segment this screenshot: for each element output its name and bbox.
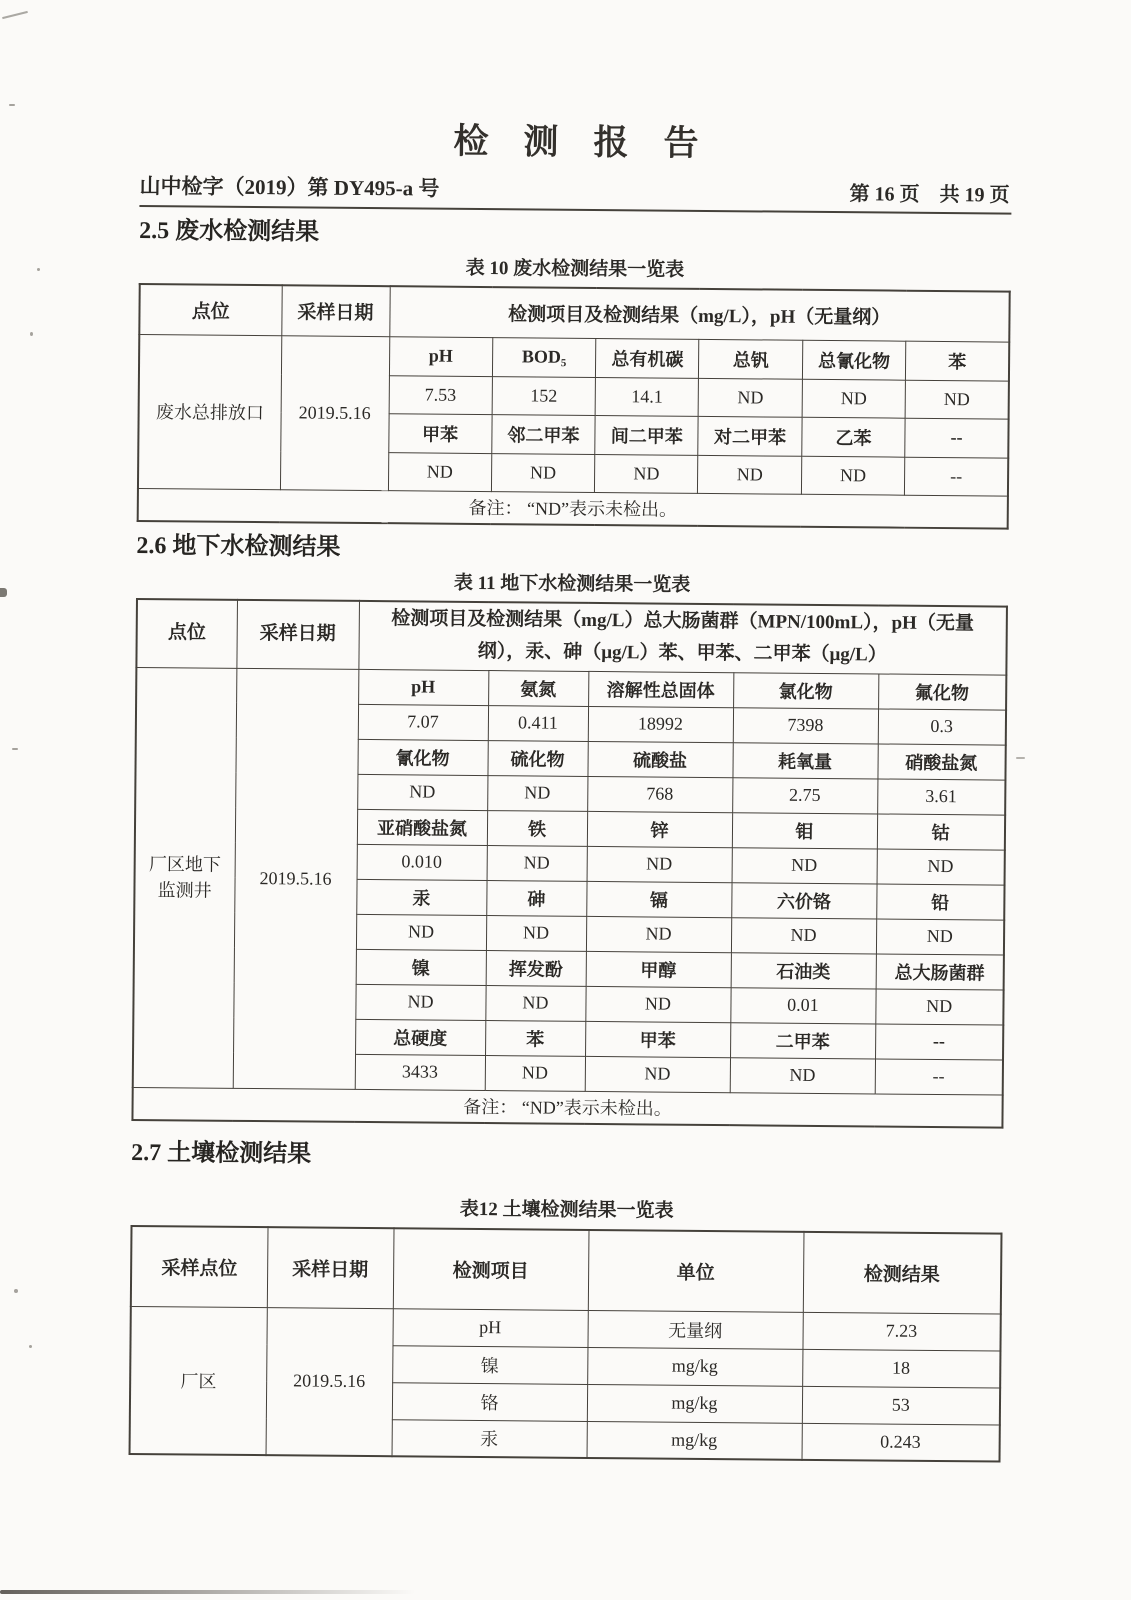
- param-cell: 苯: [485, 1020, 585, 1056]
- value-cell: ND: [487, 845, 587, 881]
- report-content: [129, 0, 1014, 1463]
- value-cell: 3.61: [877, 778, 1005, 814]
- value-cell: 0.3: [878, 708, 1006, 744]
- scan-speck: [14, 1289, 18, 1293]
- param-cell: 砷: [486, 880, 586, 916]
- param-cell: 铁: [487, 810, 587, 846]
- param-cell: 氯化物: [733, 672, 878, 708]
- param-cell: 铅: [876, 883, 1004, 919]
- scan-speck: [37, 268, 40, 271]
- value-cell: ND: [357, 774, 487, 810]
- cell-point: 废水总排放口: [138, 334, 281, 489]
- value-cell: ND: [801, 456, 905, 495]
- param-cell: 甲苯: [585, 1021, 730, 1057]
- param-cell: 石油类: [731, 952, 876, 988]
- scan-speck: [30, 332, 33, 336]
- value-cell: ND: [586, 916, 731, 952]
- value-cell: ND: [585, 1056, 730, 1092]
- value-cell: ND: [905, 380, 1009, 419]
- scan-smudge-line: [0, 1590, 415, 1594]
- section-heading-2-5: 2.5 废水检测结果: [139, 217, 320, 246]
- value-cell: 2.75: [732, 777, 877, 813]
- param-cell: 邻二甲苯: [492, 414, 596, 454]
- scan-speck: [12, 748, 18, 750]
- column-header-result: 检测结果: [803, 1232, 1002, 1314]
- param-cell: 氟化物: [878, 673, 1006, 709]
- param-cell: 镉: [586, 881, 731, 917]
- cell-point: 厂区地下监测井: [133, 667, 237, 1088]
- item-cell: 汞: [392, 1419, 587, 1458]
- value-cell: 0.01: [730, 987, 875, 1023]
- item-cell: 镍: [392, 1345, 587, 1384]
- cell-date: 2019.5.16: [233, 668, 359, 1089]
- value-cell: ND: [595, 454, 699, 493]
- value-cell: ND: [355, 984, 485, 1020]
- value-cell: ND: [388, 452, 492, 491]
- value-cell: 7.53: [389, 375, 493, 414]
- column-header-point: 采样点位: [131, 1226, 268, 1307]
- result-cell: 0.243: [802, 1423, 1000, 1462]
- value-cell: 0.010: [357, 844, 487, 880]
- column-header-date: 采样日期: [281, 285, 389, 336]
- table-12-caption: 表12 土壤检测结果一览表: [459, 1198, 674, 1222]
- param-cell: 二甲苯: [730, 1022, 875, 1058]
- value-cell: ND: [585, 986, 730, 1022]
- column-header-point: 点位: [136, 599, 237, 668]
- param-cell: 总氰化物: [802, 340, 906, 380]
- value-cell: ND: [876, 918, 1004, 954]
- param-cell: 甲苯: [388, 413, 492, 453]
- param-cell: 汞: [356, 879, 486, 915]
- doc-number: 山中检字（2019）第 DY495-a 号: [139, 173, 440, 201]
- param-cell: 硫酸盐: [587, 741, 732, 777]
- param-cell: 间二甲苯: [595, 415, 699, 455]
- param-cell: BOD₅: [492, 337, 596, 377]
- page-title: 检 测 报 告: [453, 121, 699, 163]
- param-cell: 耗氧量: [732, 742, 877, 778]
- soil-table: [129, 1225, 1003, 1463]
- value-cell: ND: [875, 988, 1003, 1024]
- param-cell: 硫化物: [487, 740, 587, 776]
- value-cell: 3433: [355, 1054, 485, 1090]
- value-cell: ND: [731, 917, 876, 953]
- value-cell: ND: [485, 985, 585, 1021]
- value-cell: ND: [699, 378, 803, 417]
- scan-speck: [9, 104, 15, 106]
- column-header-results: 检测项目及检测结果（mg/L），pH（无量纲）: [389, 286, 1009, 341]
- value-cell: 7.07: [358, 704, 488, 740]
- value-cell: 0.411: [488, 705, 588, 741]
- cell-date: 2019.5.16: [266, 1307, 393, 1456]
- remark-cell: 备注： “ND”表示未检出。: [132, 1087, 1002, 1128]
- value-cell: ND: [730, 1057, 875, 1093]
- param-cell: 挥发酚: [486, 950, 586, 986]
- value-cell: ND: [487, 775, 587, 811]
- param-cell: 乙苯: [802, 417, 906, 457]
- result-cell: 7.23: [802, 1312, 1000, 1351]
- value-cell: ND: [356, 914, 486, 950]
- value-cell: --: [875, 1058, 1003, 1094]
- value-cell: 7398: [733, 707, 878, 743]
- scan-corner-mark: [2, 11, 28, 19]
- result-cell: 18: [802, 1349, 1000, 1388]
- remark-cell: 备注： “ND”表示未检出。: [138, 488, 1008, 529]
- page-number: 第 16 页 共 19 页: [849, 183, 1010, 207]
- header-rule-row: [139, 170, 1011, 215]
- param-cell: 苯: [906, 341, 1010, 381]
- param-cell: 钴: [877, 813, 1005, 849]
- value-cell: 152: [492, 376, 596, 415]
- value-cell: ND: [486, 915, 586, 951]
- cell-point: 厂区: [130, 1306, 267, 1455]
- value-cell: ND: [732, 847, 877, 883]
- column-header-unit: 单位: [588, 1230, 804, 1312]
- unit-cell: mg/kg: [587, 1421, 802, 1460]
- section-heading-2-6: 2.6 地下水检测结果: [136, 532, 341, 561]
- table-11-caption: 表 11 地下水检测结果一览表: [453, 572, 691, 596]
- section-heading-2-7: 2.7 土壤检测结果: [131, 1139, 312, 1168]
- param-cell: 钼: [732, 812, 877, 848]
- item-cell: pH: [392, 1308, 587, 1347]
- value-cell: ND: [877, 848, 1005, 884]
- groundwater-table: [131, 598, 1008, 1129]
- scan-speck: [0, 588, 7, 597]
- unit-cell: 无量纲: [587, 1310, 802, 1349]
- unit-cell: mg/kg: [587, 1347, 802, 1386]
- item-cell: 铬: [392, 1382, 587, 1421]
- param-cell: --: [905, 418, 1009, 458]
- result-cell: 53: [802, 1386, 1000, 1425]
- value-cell: ND: [491, 453, 595, 492]
- value-cell: ND: [698, 455, 802, 494]
- value-cell: 768: [587, 776, 732, 812]
- unit-cell: mg/kg: [587, 1384, 802, 1423]
- param-cell: 六价铬: [731, 882, 876, 918]
- value-cell: 14.1: [595, 377, 699, 416]
- cell-date: 2019.5.16: [280, 335, 389, 490]
- param-cell: --: [875, 1023, 1003, 1059]
- param-cell: 总有机碳: [596, 338, 700, 378]
- param-cell: 对二甲苯: [698, 416, 802, 456]
- param-cell: 硝酸盐氮: [877, 743, 1005, 779]
- value-cell: 18992: [588, 706, 733, 742]
- param-cell: 氨氮: [488, 670, 588, 706]
- column-header-item: 检测项目: [393, 1228, 589, 1310]
- value-cell: ND: [485, 1055, 585, 1091]
- param-cell: 总硬度: [355, 1019, 485, 1055]
- param-cell: 甲醇: [586, 951, 731, 987]
- scan-speck: [1016, 757, 1025, 759]
- param-cell: 溶解性总固体: [588, 671, 733, 707]
- param-cell: pH: [389, 336, 493, 376]
- column-header-results: 检测项目及检测结果（mg/L）总大肠菌群（MPN/100mL），pH（无量纲），汞、砷（μg/L）苯、甲苯、二甲苯（μg/L）: [358, 601, 1007, 675]
- column-header-point: 点位: [139, 284, 281, 335]
- value-cell: ND: [587, 846, 732, 882]
- param-cell: 亚硝酸盐氮: [357, 809, 487, 845]
- table-10-caption: 表 10 废水检测结果一览表: [465, 257, 685, 281]
- param-cell: 镍: [356, 949, 486, 985]
- value-cell: ND: [802, 379, 906, 418]
- param-cell: 锌: [587, 811, 732, 847]
- scan-speck: [29, 1345, 32, 1348]
- param-cell: pH: [358, 669, 488, 705]
- column-header-date: 采样日期: [267, 1227, 394, 1308]
- wastewater-table: [137, 283, 1011, 530]
- column-header-date: 采样日期: [236, 600, 359, 669]
- param-cell: 总钒: [699, 339, 803, 379]
- param-cell: 总大肠菌群: [876, 953, 1004, 989]
- value-cell: --: [905, 457, 1009, 496]
- param-cell: 氰化物: [357, 739, 487, 775]
